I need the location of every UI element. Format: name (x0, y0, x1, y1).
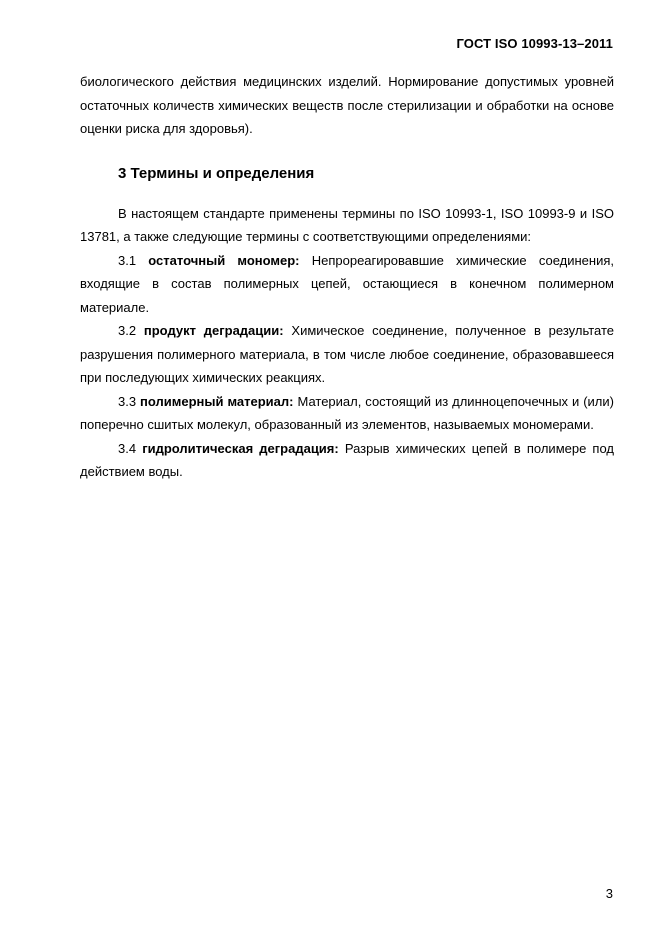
term-definition: Материал, состоящий из длинноцепочечных и (или) поперечно сшитых молекул, образованный из элементов, называемых мономерами. (80, 393, 614, 432)
term-entry (80, 249, 614, 320)
term-name: гидролитическая деградация: (142, 440, 339, 456)
term-definition: Непрореагировавшие химические соединения, входящие в состав полимерных цепей, остающиеся в конечном полимерном материале. (80, 252, 615, 315)
page-number: 3 (605, 886, 613, 901)
term-definition: Разрыв химических цепей в полимере под действием воды. (80, 440, 614, 479)
document-body (80, 70, 614, 484)
term-number: 3.2 (118, 323, 137, 338)
intro-paragraph: биологического действия медицинских изделий. Нормирование допустимых уровней остаточных количеств химических веществ после стерилизации и обработки на основе оценки риска для здоровья). (80, 74, 614, 136)
term-name: полимерный материал: (140, 393, 294, 409)
term-number: 3.4 (118, 440, 137, 456)
term-entry (80, 437, 614, 484)
term-entry (80, 319, 614, 390)
section-lead-paragraph: В настоящем стандарте применены термины по ISO 10993-1, ISO 10993-9 и ISO 13781, а также следующие термины с соответствующими определениями: (80, 205, 614, 244)
term-name: продукт деградации: (143, 323, 284, 338)
section-title: 3 Термины и определения (118, 164, 315, 182)
term-entry (80, 390, 614, 437)
term-name: остаточный мономер: (148, 252, 300, 268)
term-number: 3.3 (118, 393, 137, 409)
document-code: ГОСТ ISO 10993-13–2011 (456, 36, 613, 51)
term-number: 3.1 (118, 252, 137, 268)
term-definition: Химическое соединение, полученное в результате разрушения полимерного материала, в том числе любое соединение, образовавшееся при последующих химических реакциях. (80, 323, 614, 385)
